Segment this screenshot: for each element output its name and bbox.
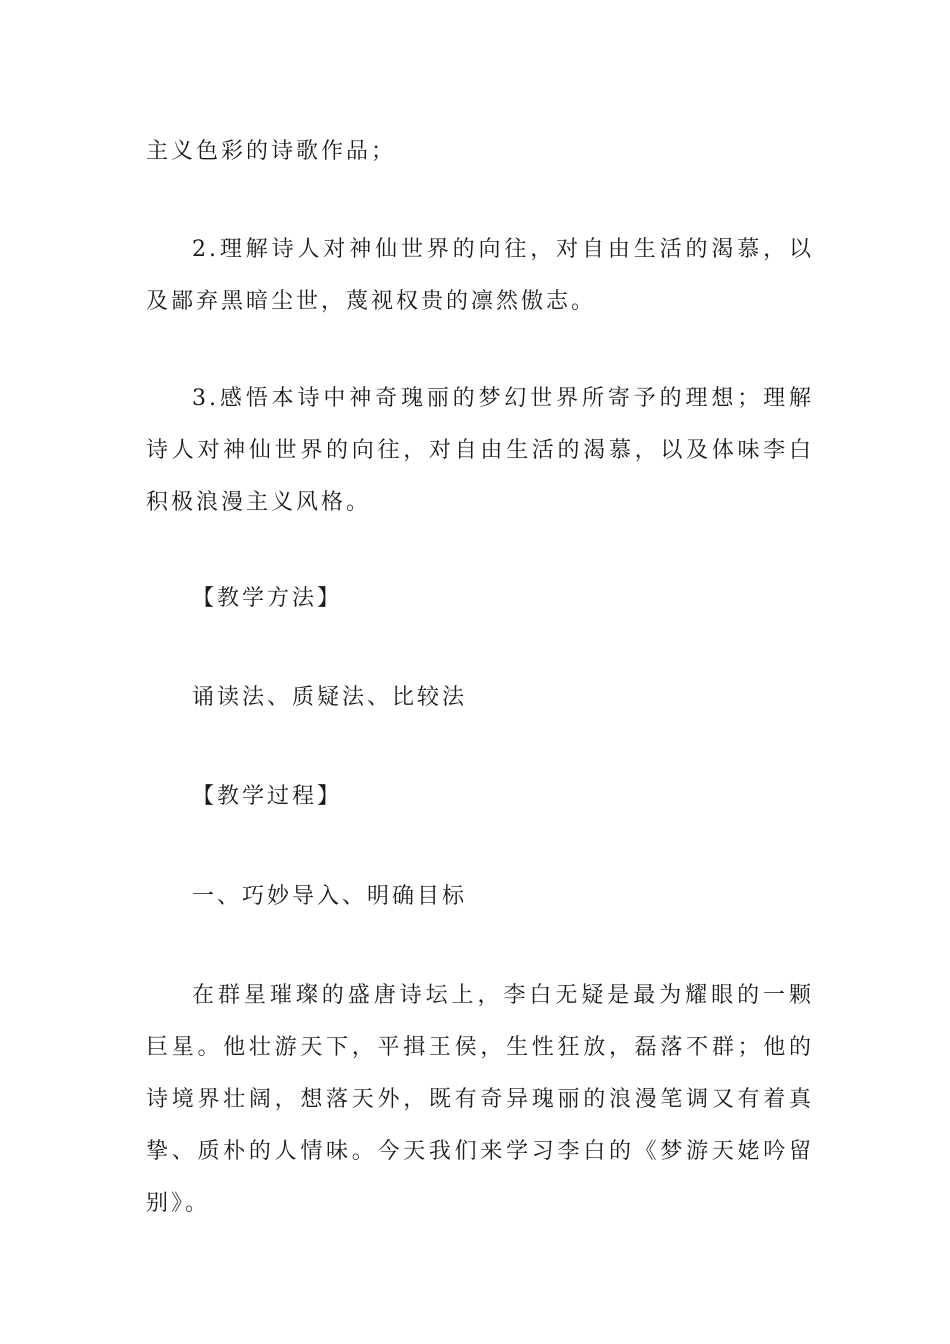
paragraph-continuation: 主义色彩的诗歌作品； [146, 139, 397, 164]
section-heading-intro: 一、巧妙导入、明确目标 [192, 884, 468, 909]
objective-2: 2.理解诗人对神仙世界的向往，对自由生活的渴慕，以及鄙弃黑暗尘世，蔑视权贵的凛然傲志。 [146, 237, 814, 314]
heading-teaching-method: 【教学方法】 [192, 586, 343, 611]
teaching-method-list: 诵读法、质疑法、比较法 [192, 685, 468, 710]
intro-paragraph: 在群星璀璨的盛唐诗坛上，李白无疑是最为耀眼的一颗巨星。他壮游天下，平揖王侯，生性狂放，磊落不群；他的诗境界壮阔，想落天外，既有奇异瑰丽的浪漫笔调又有着真挚、质朴的人情味。今天我们来学习李白的《梦游天姥吟留别》。 [146, 983, 814, 1216]
heading-teaching-process: 【教学过程】 [192, 784, 343, 809]
objective-3: 3.感悟本诗中神奇瑰丽的梦幻世界所寄予的理想；理解诗人对神仙世界的向往，对自由生活的渴慕，以及体味李白积极浪漫主义风格。 [146, 386, 814, 515]
